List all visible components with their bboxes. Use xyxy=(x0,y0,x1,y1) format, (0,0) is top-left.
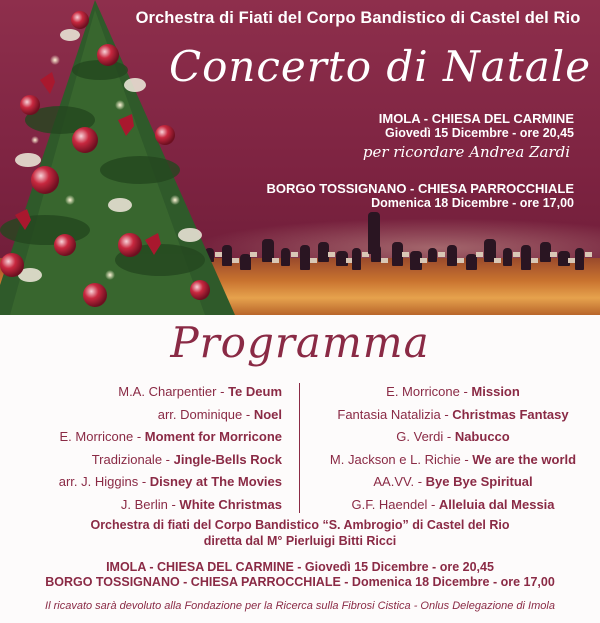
programme-row xyxy=(306,404,600,427)
piece-title: Mission xyxy=(471,384,520,399)
programme-row xyxy=(59,494,282,517)
musician-silhouette xyxy=(575,248,584,270)
programme-left-column xyxy=(59,381,282,517)
separator: - xyxy=(138,474,150,490)
footer-org-line2: diretta dal M° Pierluigi Bitti Ricci xyxy=(203,534,397,548)
separator: - xyxy=(162,451,174,467)
conductor-silhouette xyxy=(368,212,380,254)
musician-silhouette xyxy=(503,248,512,266)
composer: M. Jackson e L. Richie xyxy=(329,451,461,467)
music-stand xyxy=(438,252,445,257)
piece-title: Alleluia dal Messia xyxy=(438,496,555,512)
column-divider xyxy=(299,383,300,513)
separator: - xyxy=(427,496,439,512)
footer-date-imola: IMOLA - CHIESA DEL CARMINE - Giovedì 15 Dicembre - ore 20,45 xyxy=(106,560,494,574)
music-stand xyxy=(250,252,257,257)
composer: arr. J. Higgins xyxy=(58,474,139,490)
separator: - xyxy=(167,496,180,512)
footer-date-borgo: BORGO TOSSIGNANO - CHIESA PARROCCHIALE - Domenica 18 Dicembre - ore 17,00 xyxy=(45,575,555,589)
programme-row xyxy=(306,494,600,517)
musician-silhouette xyxy=(447,245,457,266)
programme-row xyxy=(59,449,282,472)
venue-imola: IMOLA - CHIESA DEL CARMINE xyxy=(378,111,574,126)
programme-row xyxy=(59,471,282,494)
composer: E. Morricone xyxy=(59,429,134,445)
composer: Fantasia Natalizia xyxy=(337,406,441,422)
piece-title: Noel xyxy=(253,406,282,422)
programme-right-column xyxy=(306,381,600,517)
music-stand xyxy=(310,258,317,263)
music-stand xyxy=(585,252,592,257)
separator: - xyxy=(216,384,229,399)
dedication: per ricordare Andrea Zardi xyxy=(362,143,570,161)
separator: - xyxy=(440,406,453,422)
music-stand xyxy=(494,258,501,263)
piece-title: Jingle-Bells Rock xyxy=(173,451,282,467)
piece-title: Bye Bye Spiritual xyxy=(425,474,533,490)
separator: - xyxy=(460,451,473,467)
programme-row xyxy=(306,471,600,494)
piece-title: Te Deum xyxy=(228,384,282,399)
date-imola: Giovedì 15 Dicembre - ore 20,45 xyxy=(385,126,574,140)
music-stand xyxy=(328,252,335,257)
composer: M.A. Charpentier xyxy=(118,384,217,399)
footer-org-line1: Orchestra di fiati del Corpo Bandistico “S. Ambrogio” di Castel del Rio xyxy=(90,518,510,532)
musician-silhouette xyxy=(428,248,437,262)
footer-organization xyxy=(0,517,600,549)
music-stand xyxy=(531,258,538,263)
musician-silhouette xyxy=(352,248,361,270)
programme-row xyxy=(306,426,600,449)
piece-title: We are the world xyxy=(472,451,577,467)
piece-title: White Christmas xyxy=(179,496,282,512)
musician-silhouette xyxy=(300,245,310,270)
date-borgo: Domenica 18 Dicembre - ore 17,00 xyxy=(371,196,574,210)
programme-row xyxy=(306,381,600,404)
separator: - xyxy=(443,429,455,445)
music-stand xyxy=(272,258,279,263)
separator: - xyxy=(414,474,426,490)
music-stand xyxy=(291,252,298,257)
piece-title: Christmas Fantasy xyxy=(452,406,569,422)
music-stand xyxy=(476,252,483,257)
music-stand xyxy=(420,258,427,263)
programme-row xyxy=(59,426,282,449)
separator: - xyxy=(133,429,145,445)
music-stand xyxy=(550,252,557,257)
composer: AA.VV. xyxy=(373,474,415,490)
piece-title: Moment for Morricone xyxy=(144,429,282,445)
separator: - xyxy=(459,384,472,399)
programme-row xyxy=(306,449,600,472)
composer: G.F. Haendel xyxy=(351,496,428,512)
footer-dates xyxy=(0,560,600,590)
composer: Tradizionale xyxy=(91,451,163,467)
composer: arr. Dominique xyxy=(157,406,243,422)
music-stand xyxy=(381,258,388,263)
music-stand xyxy=(402,252,409,257)
composer: E. Morricone xyxy=(386,384,460,399)
programme-row xyxy=(59,381,282,404)
programme-row xyxy=(59,404,282,427)
musician-silhouette xyxy=(281,248,290,266)
footer-charity-note: Il ricavato sarà devoluto alla Fondazione per la Ricerca sulla Fibrosi Cistica - Onlus Delegazione di Imola xyxy=(45,600,555,612)
venue-borgo: BORGO TOSSIGNANO - CHIESA PARROCCHIALE xyxy=(266,181,574,196)
piece-title: Nabucco xyxy=(454,429,510,445)
piece-title: Disney at The Movies xyxy=(149,474,282,490)
music-stand xyxy=(513,252,520,257)
separator: - xyxy=(242,406,254,422)
composer: G. Verdi xyxy=(396,429,444,445)
organization-name: Orchestra di Fiati del Corpo Bandistico di Castel del Rio xyxy=(135,9,581,27)
music-stand xyxy=(568,258,575,263)
programme-title: Programma xyxy=(170,318,430,367)
composer: J. Berlin xyxy=(120,496,168,512)
music-stand xyxy=(457,258,464,263)
musician-silhouette xyxy=(521,245,531,270)
concert-title: Concerto di Natale xyxy=(168,42,592,91)
